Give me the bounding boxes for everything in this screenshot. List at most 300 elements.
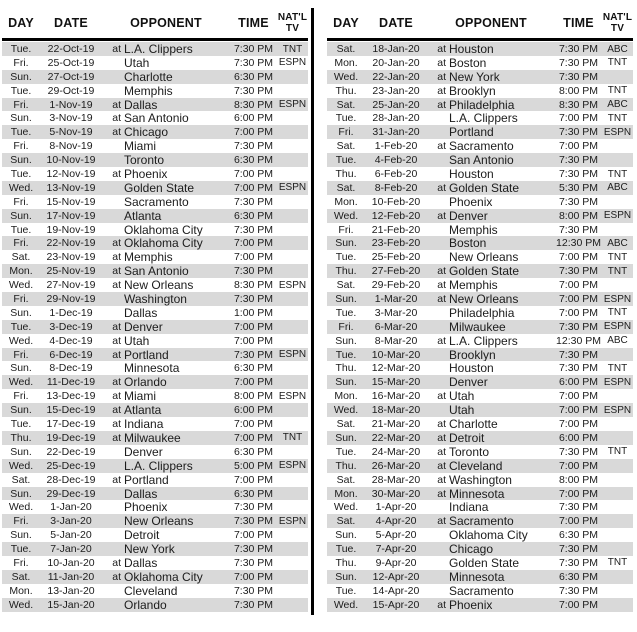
away-indicator: at xyxy=(437,98,446,111)
tv-network-cell: TNT xyxy=(607,112,628,124)
day-cell: Wed. xyxy=(333,70,359,83)
time-cell: 7:00 PM xyxy=(558,515,599,528)
away-indicator: at xyxy=(437,209,446,222)
game-row xyxy=(327,598,633,612)
game-row xyxy=(2,556,308,570)
opponent-cell: Sacramento xyxy=(449,514,514,529)
time-cell: 7:30 PM xyxy=(233,43,274,55)
game-row xyxy=(327,417,633,431)
game-row xyxy=(327,139,633,153)
away-indicator: at xyxy=(437,598,446,611)
day-cell: Thu. xyxy=(335,459,357,472)
time-cell: 8:00 PM xyxy=(558,84,599,97)
date-cell: 3-Jan-20 xyxy=(50,515,92,528)
game-row xyxy=(2,445,308,459)
day-cell: Tue. xyxy=(10,543,32,556)
date-cell: 12-Feb-20 xyxy=(371,209,421,222)
date-cell: 17-Dec-19 xyxy=(46,418,96,431)
opponent-cell: Oklahoma City xyxy=(124,569,203,584)
game-row xyxy=(2,348,308,362)
day-cell: Tue. xyxy=(10,43,32,55)
opponent-cell: Orlando xyxy=(124,375,167,390)
day-cell: Fri. xyxy=(13,390,29,403)
date-cell: 18-Jan-20 xyxy=(372,43,420,55)
day-cell: Tue. xyxy=(10,84,32,97)
away-indicator: at xyxy=(112,126,121,139)
opponent-cell: Washington xyxy=(449,472,512,487)
date-cell: 1-Nov-19 xyxy=(49,98,93,111)
opponent-cell: Miami xyxy=(124,139,156,154)
game-row xyxy=(327,542,633,556)
game-row xyxy=(327,570,633,584)
opponent-cell: Utah xyxy=(449,403,475,418)
game-row xyxy=(2,111,308,125)
day-cell: Sun. xyxy=(335,237,357,250)
time-cell: 7:00 PM xyxy=(233,418,274,431)
away-indicator: at xyxy=(112,570,121,583)
time-cell: 7:30 PM xyxy=(233,348,274,361)
away-indicator: at xyxy=(112,376,121,389)
opponent-cell: Dallas xyxy=(124,486,158,501)
day-cell: Mon. xyxy=(334,195,358,208)
opponent-cell: Phoenix xyxy=(449,597,493,612)
date-cell: 19-Dec-19 xyxy=(46,431,96,444)
game-row xyxy=(327,250,633,264)
away-indicator: at xyxy=(112,348,121,361)
away-indicator: at xyxy=(112,404,121,417)
date-cell: 4-Feb-20 xyxy=(374,154,418,167)
date-cell: 12-Mar-20 xyxy=(371,362,421,375)
opponent-cell: Minnesota xyxy=(449,486,505,501)
time-cell: 8:00 PM xyxy=(233,390,274,403)
game-row xyxy=(2,139,308,153)
table-header xyxy=(2,8,308,38)
day-cell: Wed. xyxy=(8,501,34,514)
opponent-cell: Toronto xyxy=(449,444,490,459)
time-cell: 7:00 PM xyxy=(558,140,599,153)
date-cell: 30-Mar-20 xyxy=(371,487,421,500)
away-indicator: at xyxy=(112,279,121,292)
day-cell: Sat. xyxy=(11,473,31,486)
day-cell: Thu. xyxy=(10,431,32,444)
date-cell: 1-Apr-20 xyxy=(375,501,417,514)
tv-network-cell: ESPN xyxy=(278,460,307,472)
game-row xyxy=(2,514,308,528)
game-row xyxy=(2,278,308,292)
time-cell: 7:30 PM xyxy=(233,140,274,153)
date-cell: 28-Jan-20 xyxy=(372,112,420,125)
day-cell: Thu. xyxy=(335,362,357,375)
away-indicator: at xyxy=(112,556,121,569)
date-cell: 5-Nov-19 xyxy=(49,126,93,139)
time-cell: 6:30 PM xyxy=(233,154,274,167)
opponent-cell: Detroit xyxy=(124,528,160,543)
tv-network-cell: TNT xyxy=(282,432,303,444)
header-date: DATE xyxy=(54,16,88,30)
day-cell: Sun. xyxy=(10,445,32,458)
day-cell: Wed. xyxy=(8,279,34,292)
time-cell: 7:30 PM xyxy=(233,501,274,514)
game-row xyxy=(327,42,633,56)
day-cell: Sun. xyxy=(335,529,357,542)
opponent-cell: Philadelphia xyxy=(449,305,515,320)
game-row xyxy=(2,250,308,264)
day-cell: Sat. xyxy=(11,251,31,264)
time-cell: 7:00 PM xyxy=(558,293,599,306)
date-cell: 12-Apr-20 xyxy=(372,570,420,583)
date-cell: 25-Jan-20 xyxy=(372,98,420,111)
away-indicator: at xyxy=(437,181,446,194)
game-row xyxy=(2,167,308,181)
game-row xyxy=(2,528,308,542)
time-cell: 6:30 PM xyxy=(233,445,274,458)
day-cell: Fri. xyxy=(13,556,29,569)
tv-network-cell: ESPN xyxy=(278,99,307,111)
date-cell: 3-Dec-19 xyxy=(49,320,93,333)
opponent-cell: Boston xyxy=(449,55,487,70)
game-row xyxy=(327,84,633,98)
time-cell: 7:00 PM xyxy=(233,570,274,583)
opponent-cell: Memphis xyxy=(449,222,498,237)
date-cell: 25-Dec-19 xyxy=(46,459,96,472)
time-cell: 12:30 PM xyxy=(556,237,601,250)
opponent-cell: New York xyxy=(124,542,175,556)
date-cell: 10-Nov-19 xyxy=(46,154,96,167)
time-cell: 7:30 PM xyxy=(558,362,599,375)
day-cell: Sun. xyxy=(335,293,357,306)
opponent-cell: Houston xyxy=(449,167,494,181)
schedule-table-second-half xyxy=(327,8,633,612)
opponent-cell: Orlando xyxy=(124,597,167,612)
header-day: DAY xyxy=(333,16,359,30)
opponent-cell: L.A. Clippers xyxy=(124,42,193,56)
away-indicator: at xyxy=(437,445,446,458)
opponent-cell: Cleveland xyxy=(124,583,178,598)
date-cell: 1-Dec-19 xyxy=(49,306,93,319)
day-cell: Sat. xyxy=(336,43,356,55)
opponent-cell: Chicago xyxy=(124,125,169,140)
date-cell: 8-Dec-19 xyxy=(49,362,93,375)
day-cell: Sun. xyxy=(10,362,32,375)
game-row xyxy=(327,445,633,459)
opponent-cell: Portland xyxy=(124,472,169,487)
tv-network-cell: ABC xyxy=(607,99,628,111)
time-cell: 7:00 PM xyxy=(558,279,599,292)
opponent-cell: L.A. Clippers xyxy=(449,111,518,126)
schedule-table-first-half xyxy=(2,8,308,612)
header-day: DAY xyxy=(8,16,34,30)
date-cell: 21-Mar-20 xyxy=(371,418,421,431)
date-cell: 1-Mar-20 xyxy=(374,293,418,306)
table-header xyxy=(327,8,633,38)
day-cell: Sun. xyxy=(10,306,32,319)
date-cell: 3-Mar-20 xyxy=(374,306,418,319)
time-cell: 7:30 PM xyxy=(558,154,599,167)
date-cell: 23-Jan-20 xyxy=(372,84,420,97)
time-cell: 7:00 PM xyxy=(558,487,599,500)
opponent-cell: Milwaukee xyxy=(449,319,506,334)
opponent-cell: Oklahoma City xyxy=(124,222,203,237)
day-cell: Sun. xyxy=(10,70,32,83)
day-cell: Fri. xyxy=(13,293,29,306)
tv-network-cell: ESPN xyxy=(603,404,632,416)
date-cell: 8-Nov-19 xyxy=(49,140,93,153)
date-cell: 21-Feb-20 xyxy=(371,223,421,236)
time-cell: 7:30 PM xyxy=(233,598,274,611)
time-cell: 6:30 PM xyxy=(233,70,274,83)
time-cell: 7:30 PM xyxy=(233,56,274,69)
day-cell: Sun. xyxy=(335,431,357,444)
day-cell: Mon. xyxy=(334,56,358,69)
date-cell: 7-Jan-20 xyxy=(50,543,92,556)
opponent-cell: Brooklyn xyxy=(449,83,496,98)
day-cell: Sun. xyxy=(10,529,32,542)
time-cell: 8:00 PM xyxy=(558,209,599,222)
date-cell: 1-Feb-20 xyxy=(374,140,418,153)
time-cell: 7:00 PM xyxy=(233,237,274,250)
opponent-cell: Houston xyxy=(449,361,494,376)
tv-network-cell: TNT xyxy=(607,307,628,319)
day-cell: Tue. xyxy=(335,112,357,125)
game-row xyxy=(327,431,633,445)
time-cell: 7:00 PM xyxy=(558,390,599,403)
date-cell: 28-Dec-19 xyxy=(46,473,96,486)
opponent-cell: Golden State xyxy=(449,180,520,195)
date-cell: 11-Dec-19 xyxy=(46,376,96,389)
opponent-cell: New Orleans xyxy=(449,292,519,306)
game-row xyxy=(327,487,633,501)
date-cell: 19-Nov-19 xyxy=(46,223,96,236)
schedule-rows-first-half xyxy=(2,42,308,612)
date-cell: 29-Dec-19 xyxy=(46,487,96,500)
away-indicator: at xyxy=(437,70,446,83)
opponent-cell: Atlanta xyxy=(124,208,162,223)
day-cell: Tue. xyxy=(335,543,357,556)
opponent-cell: Denver xyxy=(449,375,488,390)
date-cell: 5-Apr-20 xyxy=(375,529,417,542)
date-cell: 15-Mar-20 xyxy=(371,376,421,389)
day-cell: Mon. xyxy=(334,390,358,403)
away-indicator: at xyxy=(437,56,446,69)
date-cell: 28-Mar-20 xyxy=(371,473,421,486)
opponent-cell: New Orleans xyxy=(124,514,194,529)
day-cell: Mon. xyxy=(9,265,33,278)
game-row xyxy=(2,459,308,473)
away-indicator: at xyxy=(112,473,121,486)
away-indicator: at xyxy=(112,418,121,431)
tv-network-cell: TNT xyxy=(607,265,628,277)
date-cell: 8-Mar-20 xyxy=(374,334,418,347)
game-row xyxy=(327,584,633,598)
time-cell: 7:00 PM xyxy=(233,320,274,333)
date-cell: 13-Jan-20 xyxy=(47,584,95,597)
time-cell: 7:00 PM xyxy=(558,459,599,472)
day-cell: Tue. xyxy=(10,320,32,333)
time-cell: 7:30 PM xyxy=(558,56,599,69)
away-indicator: at xyxy=(112,334,121,347)
tv-network-cell: TNT xyxy=(607,85,628,97)
tv-network-cell: TNT xyxy=(607,168,628,180)
date-cell: 10-Mar-20 xyxy=(371,348,421,361)
day-cell: Fri. xyxy=(13,195,29,208)
tv-network-cell: TNT xyxy=(607,57,628,69)
time-cell: 6:00 PM xyxy=(233,112,274,125)
game-row xyxy=(327,403,633,417)
game-row xyxy=(327,361,633,375)
away-indicator: at xyxy=(112,251,121,264)
day-cell: Sat. xyxy=(11,570,31,583)
date-cell: 7-Apr-20 xyxy=(375,543,417,556)
time-cell: 7:30 PM xyxy=(233,584,274,597)
game-row xyxy=(2,487,308,501)
date-cell: 22-Jan-20 xyxy=(372,70,420,83)
opponent-cell: Golden State xyxy=(449,264,520,279)
game-row xyxy=(327,334,633,348)
away-indicator: at xyxy=(112,168,121,181)
time-cell: 7:00 PM xyxy=(558,251,599,264)
time-cell: 7:30 PM xyxy=(558,265,599,278)
date-cell: 18-Mar-20 xyxy=(371,404,421,417)
date-cell: 15-Jan-20 xyxy=(47,598,95,611)
time-cell: 7:30 PM xyxy=(558,556,599,569)
tv-network-cell: ESPN xyxy=(603,321,632,333)
header-date: DATE xyxy=(379,16,413,30)
time-cell: 7:30 PM xyxy=(558,70,599,83)
game-row xyxy=(2,431,308,445)
opponent-cell: Houston xyxy=(449,42,494,56)
day-cell: Wed. xyxy=(333,598,359,611)
opponent-cell: Atlanta xyxy=(124,403,162,418)
time-cell: 7:30 PM xyxy=(233,293,274,306)
date-cell: 27-Oct-19 xyxy=(47,70,95,83)
time-cell: 7:30 PM xyxy=(233,223,274,236)
opponent-cell: Memphis xyxy=(449,278,498,293)
day-cell: Wed. xyxy=(8,334,34,347)
game-row xyxy=(327,528,633,542)
header-opponent: OPPONENT xyxy=(130,16,202,30)
time-cell: 7:00 PM xyxy=(233,334,274,347)
day-cell: Sat. xyxy=(336,181,356,194)
date-cell: 10-Feb-20 xyxy=(371,195,421,208)
away-indicator: at xyxy=(437,459,446,472)
day-cell: Tue. xyxy=(335,584,357,597)
opponent-cell: Memphis xyxy=(124,83,173,98)
date-cell: 4-Dec-19 xyxy=(49,334,93,347)
date-cell: 15-Nov-19 xyxy=(46,195,96,208)
game-row xyxy=(327,264,633,278)
time-cell: 7:30 PM xyxy=(558,195,599,208)
game-row xyxy=(2,84,308,98)
day-cell: Wed. xyxy=(8,376,34,389)
table-separator-line xyxy=(311,8,314,615)
time-cell: 7:00 PM xyxy=(558,306,599,319)
day-cell: Mon. xyxy=(334,487,358,500)
time-cell: 7:30 PM xyxy=(558,43,599,55)
date-cell: 15-Apr-20 xyxy=(372,598,420,611)
opponent-cell: Indiana xyxy=(124,417,164,431)
day-cell: Wed. xyxy=(8,598,34,611)
tv-network-cell: ESPN xyxy=(278,390,307,402)
date-cell: 8-Feb-20 xyxy=(374,181,418,194)
time-cell: 7:30 PM xyxy=(558,223,599,236)
date-cell: 11-Jan-20 xyxy=(47,570,95,583)
day-cell: Sun. xyxy=(10,404,32,417)
day-cell: Fri. xyxy=(13,348,29,361)
day-cell: Sat. xyxy=(336,140,356,153)
day-cell: Sat. xyxy=(336,473,356,486)
game-row xyxy=(2,473,308,487)
header-natl-tv: NAT'L TV xyxy=(277,12,308,34)
tv-network-cell: ABC xyxy=(607,237,628,249)
game-row xyxy=(327,278,633,292)
tv-network-cell: TNT xyxy=(607,251,628,263)
day-cell: Wed. xyxy=(8,459,34,472)
day-cell: Mon. xyxy=(9,584,33,597)
game-row xyxy=(2,500,308,514)
opponent-cell: San Antonio xyxy=(124,264,189,279)
time-cell: 7:30 PM xyxy=(558,126,599,139)
day-cell: Sun. xyxy=(335,376,357,389)
game-row xyxy=(2,209,308,223)
date-cell: 6-Dec-19 xyxy=(49,348,93,361)
away-indicator: at xyxy=(112,265,121,278)
game-row xyxy=(2,125,308,139)
time-cell: 6:30 PM xyxy=(558,570,599,583)
tv-network-cell: TNT xyxy=(607,557,628,569)
date-cell: 22-Nov-19 xyxy=(46,237,96,250)
time-cell: 7:30 PM xyxy=(233,515,274,528)
game-row xyxy=(2,223,308,237)
date-cell: 27-Nov-19 xyxy=(46,279,96,292)
time-cell: 7:30 PM xyxy=(233,265,274,278)
game-row xyxy=(327,125,633,139)
game-row xyxy=(327,500,633,514)
away-indicator: at xyxy=(112,390,121,403)
away-indicator: at xyxy=(437,279,446,292)
schedule-rows-second-half xyxy=(327,42,633,612)
away-indicator: at xyxy=(437,84,446,97)
time-cell: 7:00 PM xyxy=(233,473,274,486)
date-cell: 13-Dec-19 xyxy=(46,390,96,403)
opponent-cell: Indiana xyxy=(449,500,489,515)
game-row xyxy=(2,361,308,375)
tv-network-cell: ESPN xyxy=(278,515,307,527)
day-cell: Sun. xyxy=(335,570,357,583)
game-row xyxy=(327,70,633,84)
time-cell: 6:30 PM xyxy=(233,362,274,375)
time-cell: 7:30 PM xyxy=(233,556,274,569)
game-row xyxy=(2,320,308,334)
game-row xyxy=(2,42,308,56)
day-cell: Sun. xyxy=(10,487,32,500)
time-cell: 8:30 PM xyxy=(233,98,274,111)
opponent-cell: Portland xyxy=(124,347,169,362)
opponent-cell: Minnesota xyxy=(449,569,505,584)
date-cell: 27-Feb-20 xyxy=(371,265,421,278)
day-cell: Wed. xyxy=(333,209,359,222)
opponent-cell: Charlotte xyxy=(124,69,173,84)
header-natl-tv: NAT'L TV xyxy=(602,12,633,34)
away-indicator: at xyxy=(112,43,121,55)
opponent-cell: San Antonio xyxy=(449,153,514,168)
date-cell: 1-Jan-20 xyxy=(50,501,92,514)
time-cell: 7:00 PM xyxy=(558,418,599,431)
opponent-cell: Denver xyxy=(124,444,163,459)
day-cell: Wed. xyxy=(333,404,359,417)
day-cell: Fri. xyxy=(338,126,354,139)
opponent-cell: Portland xyxy=(449,125,494,140)
time-cell: 5:30 PM xyxy=(558,181,599,194)
